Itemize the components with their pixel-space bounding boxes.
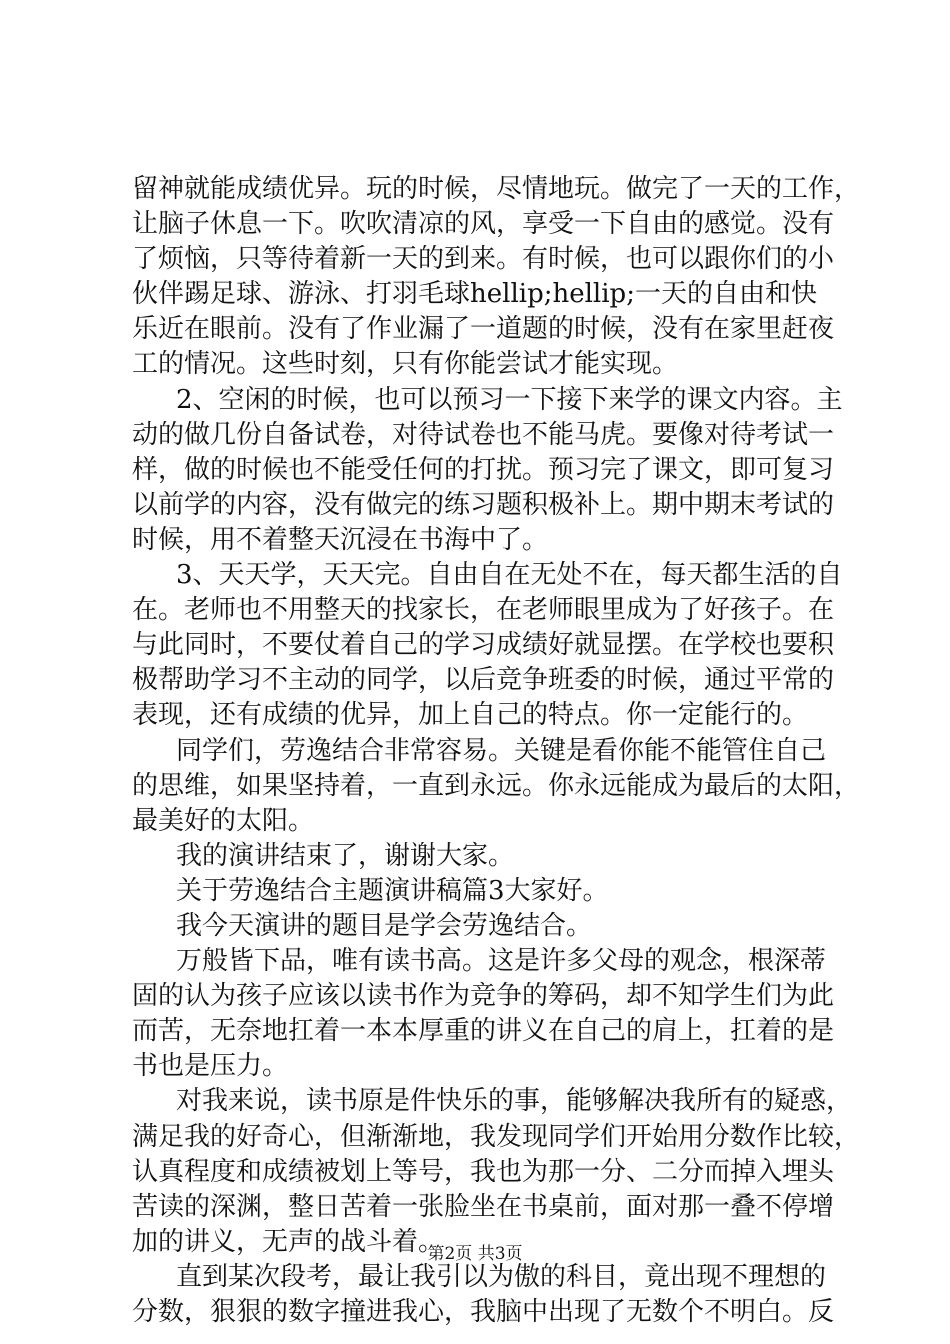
text-line: 留神就能成绩优异。玩的时候，尽情地玩。做完了一天的工作， xyxy=(132,174,861,204)
page-number-footer: 第2页 共3页 xyxy=(427,1244,523,1264)
paragraph-start-line: 同学们，劳逸结合非常容易。关键是看你能不能管住自己 xyxy=(176,735,827,766)
text-line: 苦读的深渊，整日苦着一张脸坐在书桌前，面对那一叠不停增 xyxy=(132,1191,835,1222)
text-line: 与此同时，不要仗着自己的学习成绩好就显摆。在学校也要积 xyxy=(132,630,835,661)
text-line: 而苦，无奈地扛着一本本厚重的讲义在自己的肩上，扛着的是 xyxy=(132,1016,835,1047)
paragraph-start-line: 3、天天学，天天完。自由自在无处不在，每天都生活的自 xyxy=(176,560,843,591)
text-line: 分数，狠狠的数字撞进我心，我脑中出现了无数个不明白。反 xyxy=(132,1297,835,1327)
paragraph-start-line: 万般皆下品，唯有读书高。这是许多父母的观念，根深蒂 xyxy=(176,946,827,977)
paragraph-start-line: 2、空闲的时候，也可以预习一下接下来学的课文内容。主 xyxy=(176,384,843,415)
text-line: 最美好的太阳。 xyxy=(132,805,315,836)
document-body xyxy=(132,172,861,1330)
paragraph-start-line: 关于劳逸结合主题演讲稿篇3大家好。 xyxy=(176,875,609,906)
text-line: 让脑子休息一下。吹吹清凉的风，享受一下自由的感觉。没有 xyxy=(132,209,835,240)
text-line: 加的讲义，无声的战斗着。 xyxy=(132,1226,445,1257)
text-line: 动的做几份自备试卷，对待试卷也不能马虎。要像对待考试一 xyxy=(132,419,835,450)
text-line: 样，做的时候也不能受任何的打扰。预习完了课文，即可复习 xyxy=(132,454,835,485)
paragraph-start-line: 直到某次段考，最让我引以为傲的科目，竟出现不理想的 xyxy=(176,1261,827,1292)
text-line: 了烦恼，只等待着新一天的到来。有时候，也可以跟你们的小 xyxy=(132,244,835,275)
text-line: 满足我的好奇心，但渐渐地，我发现同学们开始用分数作比较， xyxy=(132,1121,861,1152)
text-line: 以前学的内容，没有做完的练习题积极补上。期中期末考试的 xyxy=(132,489,835,520)
paragraph-start-line: 对我来说，读书原是件快乐的事，能够解决我所有的疑惑， xyxy=(176,1086,853,1117)
text-line: 伙伴踢足球、游泳、打羽毛球hellip;hellip;一天的自由和快 xyxy=(132,279,817,310)
text-line: 书也是压力。 xyxy=(132,1051,289,1082)
paragraph-start-line: 我今天演讲的题目是学会劳逸结合。 xyxy=(176,910,593,941)
text-line: 极帮助学习不主动的同学，以后竞争班委的时候，通过平常的 xyxy=(132,665,835,696)
text-line: 固的认为孩子应该以读书作为竞争的筹码，却不知学生们为此 xyxy=(132,981,835,1012)
text-line: 在。老师也不用整天的找家长，在老师眼里成为了好孩子。在 xyxy=(132,595,835,626)
text-line: 表现，还有成绩的优异，加上自己的特点。你一定能行的。 xyxy=(132,700,809,731)
text-line: 时候，用不着整天沉浸在书海中了。 xyxy=(132,524,549,555)
paragraph-start-line: 我的演讲结束了，谢谢大家。 xyxy=(176,840,515,871)
text-line: 工的情况。这些时刻，只有你能尝试才能实现。 xyxy=(132,349,679,380)
text-line: 的思维，如果坚持着，一直到永远。你永远能成为最后的太阳， xyxy=(132,770,861,801)
text-line: 认真程度和成绩被划上等号，我也为那一分、二分而掉入埋头 xyxy=(132,1156,835,1187)
text-line: 乐近在眼前。没有了作业漏了一道题的时候，没有在家里赶夜 xyxy=(132,314,835,345)
